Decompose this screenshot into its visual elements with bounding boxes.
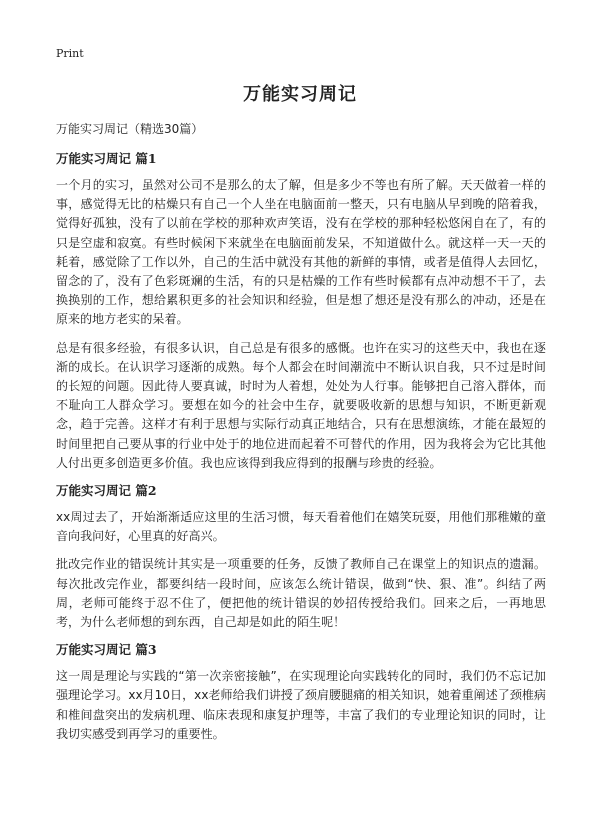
section-paragraph: xx周过去了，开始渐渐适应这里的生活习惯，每天看着他们在嬉笑玩耍，用他们那稚嫩的童音向我问好，心里真的好高兴。 xyxy=(56,510,546,544)
section-heading: 万能实习周记 篇3 xyxy=(56,642,157,658)
section-heading: 万能实习周记 篇1 xyxy=(56,151,157,166)
section-paragraph: 一个月的实习，虽然对公司不是那么的太了解，但是多少不等也有所了解。天天做着一样的事，感觉得无比的枯燥只有自己一个人坐在电脑面前一整天，只有电脑从早到晚的陪着我，觉得好孤独，没有了以前在学校的那种欢声笑语，没有在学校的那种轻松悠闲自在了，有的只是空虚和寂寞。有些时候闲下来就坐在电脑面前发呆，不知道做什么。就这样一天一天的耗着，感觉除了工作以外，自己的生活中就没有其他的新鲜的事情，或者是值得人去回忆，留念的了，没有了色彩斑斓的生活，有的只是枯燥的工作有些时候都有点冲动想不干了，去换换别的工作，想给累积更多的社会知识和经验，但是想了想还是没有那么的冲动，还是在原来的地方老实的呆着。 xyxy=(56,178,546,327)
section-paragraph: 总是有很多经验，有很多认识，自己总是有很多的感慨。也许在实习的这些天中，我也在逐渐的成长。在认识学习逐渐的成熟。每个人都会在时间潮流中不断认识自我，只不过是时间的长短的问题。因此待人要真诚，时时为人着想，处处为人行事。能够把自己溶入群体，而不耻向工人群众学习。要想在如今的社会中生存，就要吸收新的思想与知识，不断更新观念，趋于完善。这样才有利于思想与实际行动真正地结合，只有在思想演练，才能在最短的时间里把自己要从事的行业中处于的地位进而起着不可替代的作用，因为我将会为它比其他人付出更多创造更多价值。我也应该得到我应得到的报酬与珍贵的经验。 xyxy=(56,340,546,470)
document-content xyxy=(56,150,546,753)
document-title: 万能实习周记 xyxy=(243,84,357,105)
print-link[interactable]: Print xyxy=(56,47,84,60)
section-2 xyxy=(56,482,546,632)
section-3 xyxy=(56,641,546,744)
section-1 xyxy=(56,150,546,473)
section-paragraph: 批改完作业的错误统计其实是一项重要的任务，反馈了教师自己在课堂上的知识点的遗漏。每次批改完作业，都要纠结一段时间，应该怎么统计错误，做到“快、狠、准”。纠结了两周，老师可能终于忍不住了，便把他的统计错误的妙招传授给我们。回来之后，一再地思考，为什么老师想的到东西，自己却是如此的陌生呢！ xyxy=(56,557,546,630)
document-subtitle: 万能实习周记（精选30篇） xyxy=(56,122,204,136)
section-paragraph: 这一周是理论与实践的“第一次亲密接触”，在实现理论向实践转化的同时，我们仍不忘记加强理论学习。xx月10日，xx老师给我们讲授了颈肩腰腿痛的相关知识，她着重阐述了颈椎病和椎间盘突出的发病机理、临床表现和康复护理等，丰富了我们的专业理论知识的同时，让我切实感受到再学习的重要性。 xyxy=(56,669,546,741)
section-heading: 万能实习周记 篇2 xyxy=(56,483,157,499)
